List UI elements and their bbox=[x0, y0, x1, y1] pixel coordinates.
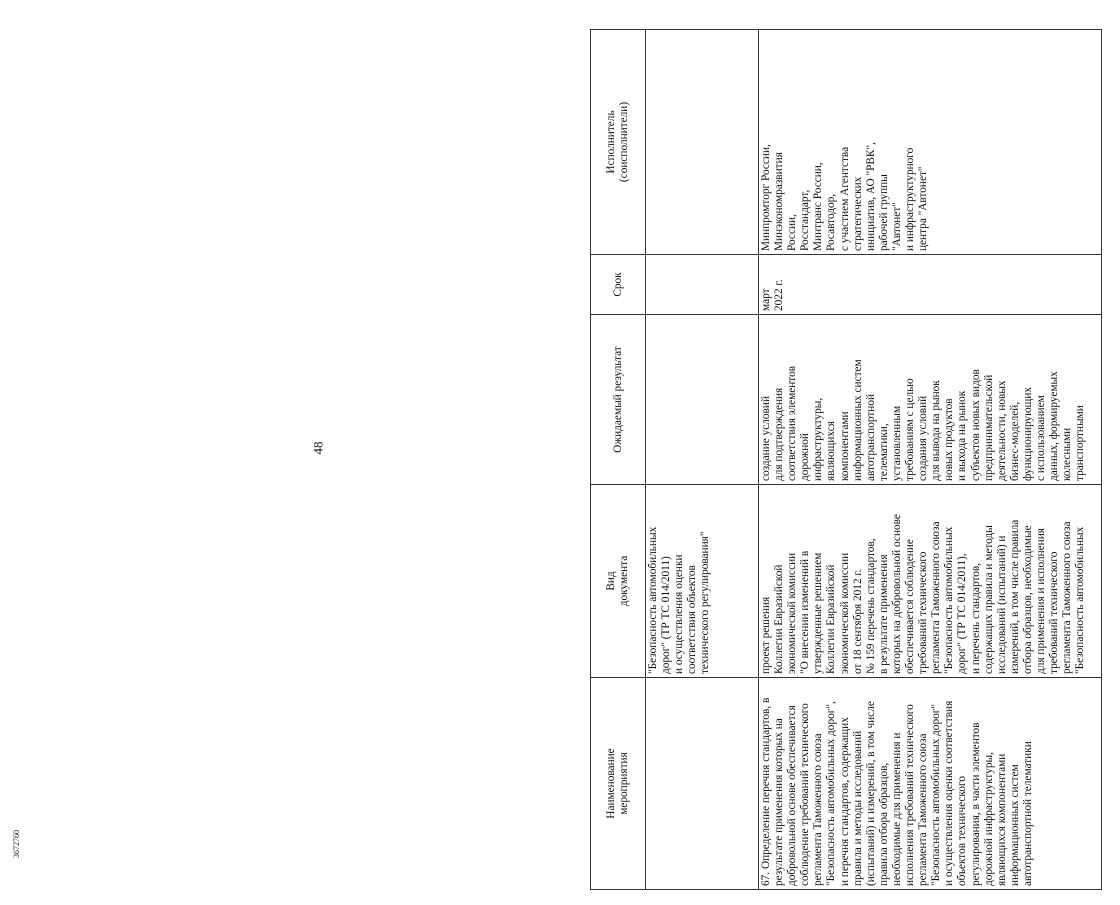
header-cell bbox=[591, 30, 646, 255]
deadline-cell bbox=[759, 255, 1102, 315]
table-row-continuation bbox=[646, 30, 759, 890]
text-line: (соисполнители) bbox=[618, 101, 630, 183]
text-line: отбора образцов, необходимые bbox=[1021, 525, 1034, 674]
text-line: соответствия элементов bbox=[786, 365, 799, 481]
text-line: "Безопасность автомобильных bbox=[943, 526, 956, 674]
text-line: результате применения которых на bbox=[773, 718, 786, 886]
text-line: обеспечивается соблюдение bbox=[904, 539, 917, 674]
text-line: "Безопасность автомобильных дорог" bbox=[930, 704, 943, 886]
text-line: с использованием bbox=[1034, 395, 1047, 481]
text-line: субъектов новых видов bbox=[969, 369, 982, 481]
text-line: дорог" (ТР ТС 014/2011), bbox=[956, 553, 969, 674]
text-line: и осуществления оценки соответствия bbox=[943, 700, 956, 886]
text-line: центра "Автонет" bbox=[917, 166, 930, 251]
text-line: телематики, bbox=[877, 423, 890, 481]
text-line: колесными bbox=[1061, 427, 1074, 481]
text-line: "Безопасность автомобильных дорог", bbox=[825, 701, 838, 886]
document-type-cell bbox=[759, 485, 1102, 678]
text-line: Наименование bbox=[605, 748, 617, 819]
text-line: автотранспортной bbox=[864, 393, 877, 481]
text-line: регламента Таможенного союза bbox=[930, 521, 943, 674]
page-number: 48 bbox=[310, 441, 326, 455]
text-line: "Безопасность автомобильных bbox=[1074, 526, 1087, 674]
text-line: "Безопасность автомобильных bbox=[647, 526, 659, 674]
header-cell bbox=[591, 678, 646, 890]
text-line: "О внесении изменений в bbox=[799, 550, 812, 674]
text-line: транспортными bbox=[1074, 405, 1087, 481]
text-line: информационных систем bbox=[851, 359, 864, 481]
rotated-table-wrapper bbox=[590, 30, 1120, 890]
text-line: дорожной bbox=[799, 433, 812, 481]
text-line: добровольной основе обеспечивается bbox=[786, 705, 799, 886]
text-line: и осуществления оценки bbox=[673, 554, 686, 674]
text-line: в результате применения bbox=[877, 554, 890, 674]
text-line: "Автонет" bbox=[890, 202, 903, 251]
header-cell bbox=[591, 315, 646, 485]
text-line: Росавтодор, bbox=[825, 193, 838, 251]
text-line: для подтверждения bbox=[773, 387, 786, 481]
text-line: соответствия объектов bbox=[686, 565, 699, 674]
text-line: являющихся компонентами bbox=[995, 753, 1008, 886]
text-line: дорожной инфраструктуры, bbox=[982, 752, 995, 886]
text-line: № 159 перечень стандартов, bbox=[864, 538, 877, 674]
text-line: требований технического bbox=[917, 551, 930, 674]
header-cell bbox=[591, 255, 646, 315]
text-line: Вид bbox=[605, 571, 617, 591]
text-line: от 18 сентября 2012 г. bbox=[851, 569, 864, 674]
text-line: необходимые для применения и bbox=[890, 732, 903, 886]
text-line: измерений, в том числе правила bbox=[1008, 519, 1021, 674]
text-line: дорог" (ТР ТС 014/2011) bbox=[660, 556, 673, 674]
table-cell bbox=[646, 30, 759, 255]
measure-name-cell bbox=[759, 678, 1102, 890]
text-line: регламента Таможенного союза bbox=[1061, 521, 1074, 674]
text-line: для применения и исполнения bbox=[1034, 528, 1047, 674]
text-line: Срок bbox=[611, 272, 624, 297]
text-line: инфраструктуры, bbox=[812, 397, 825, 481]
expected-result-cell bbox=[759, 315, 1102, 485]
text-line: Минпромторг России, bbox=[760, 144, 772, 251]
text-line: 67. Определение перечня стандартов, в bbox=[760, 697, 772, 886]
text-line: Росстандарт, bbox=[799, 189, 812, 251]
table-cell bbox=[646, 315, 759, 485]
text-line: документа bbox=[618, 555, 630, 607]
table-cell bbox=[646, 255, 759, 315]
document-code: 3672760 bbox=[12, 830, 21, 858]
text-line: компонентами bbox=[838, 411, 851, 481]
text-line: утвержденные решением bbox=[812, 552, 825, 674]
text-line: и перечень стандартов, bbox=[969, 562, 982, 674]
text-line: для вывода на рынок bbox=[930, 380, 943, 481]
text-line: Исполнитель bbox=[605, 110, 617, 174]
text-line: регулирования, в части элементов bbox=[969, 722, 982, 886]
text-line: установленным bbox=[890, 405, 903, 481]
table-header-row bbox=[591, 30, 646, 890]
text-line: новых продуктов bbox=[943, 398, 956, 481]
text-line: данных, формируемых bbox=[1048, 371, 1061, 481]
text-line: и перечня стандартов, содержащих bbox=[838, 717, 851, 886]
header-cell bbox=[591, 485, 646, 678]
text-line: проект решения bbox=[760, 596, 772, 674]
text-line: Минэкономразвития bbox=[773, 152, 786, 251]
table-cell bbox=[646, 678, 759, 890]
text-line: России, bbox=[786, 214, 799, 251]
text-line: требованиям с целью bbox=[904, 378, 917, 481]
measures-table bbox=[590, 29, 1102, 890]
text-line: соблюдение требований технического bbox=[799, 703, 812, 886]
text-line: исследований (испытаний) и bbox=[995, 535, 1008, 674]
text-line: правила отбора образцов, bbox=[877, 762, 890, 886]
text-line: являющихся bbox=[825, 421, 838, 481]
text-line: Ожидаемый результат bbox=[611, 346, 624, 453]
text-line: рабочей группы bbox=[877, 174, 890, 251]
text-line: технического регулирования" bbox=[699, 531, 712, 674]
text-line: инициатив, АО "РВК", bbox=[864, 142, 877, 251]
text-line: исполнения требований технического bbox=[904, 704, 917, 886]
text-line: информационных систем bbox=[1008, 764, 1021, 886]
text-line: регламента Таможенного союза bbox=[917, 733, 930, 886]
text-line: содержащих правила и методы bbox=[982, 525, 995, 674]
text-line: и выхода на рынок bbox=[956, 390, 969, 481]
text-line: с участием Агентства bbox=[838, 146, 851, 251]
text-line: объектов технического bbox=[956, 775, 969, 886]
text-line: Минтранс России, bbox=[812, 162, 825, 251]
text-line: и инфраструктурного bbox=[904, 147, 917, 251]
text-line: автотранспортной телематики bbox=[1021, 741, 1034, 886]
text-line: Коллегии Евразийской bbox=[773, 564, 786, 674]
text-line: которых на добровольной основе bbox=[890, 514, 903, 674]
text-line: создание условий bbox=[760, 396, 772, 481]
text-line: (испытаний) и измерений, в том числе bbox=[864, 701, 877, 886]
text-line: март bbox=[760, 288, 772, 311]
text-line: предпринимательской bbox=[982, 374, 995, 481]
text-line: 2022 г. bbox=[773, 279, 786, 311]
executor-cell bbox=[759, 30, 1102, 255]
table-row-67 bbox=[759, 30, 1102, 890]
text-line: мероприятия bbox=[618, 752, 630, 815]
text-line: регламента Таможенного союза bbox=[812, 733, 825, 886]
text-line: Коллегии Евразийской bbox=[825, 564, 838, 674]
text-line: правила и методы исследований bbox=[851, 730, 864, 886]
text-line: деятельности, новых bbox=[995, 380, 1008, 481]
text-line: требований технического bbox=[1048, 551, 1061, 674]
text-line: функционирующих bbox=[1021, 386, 1034, 481]
table-cell bbox=[646, 485, 759, 678]
text-line: создания условий bbox=[917, 395, 930, 481]
text-line: стратегических bbox=[851, 176, 864, 251]
text-line: экономической комиссии bbox=[838, 552, 851, 674]
text-line: бизнес-моделей, bbox=[1008, 401, 1021, 481]
text-line: экономической комиссии bbox=[786, 552, 799, 674]
